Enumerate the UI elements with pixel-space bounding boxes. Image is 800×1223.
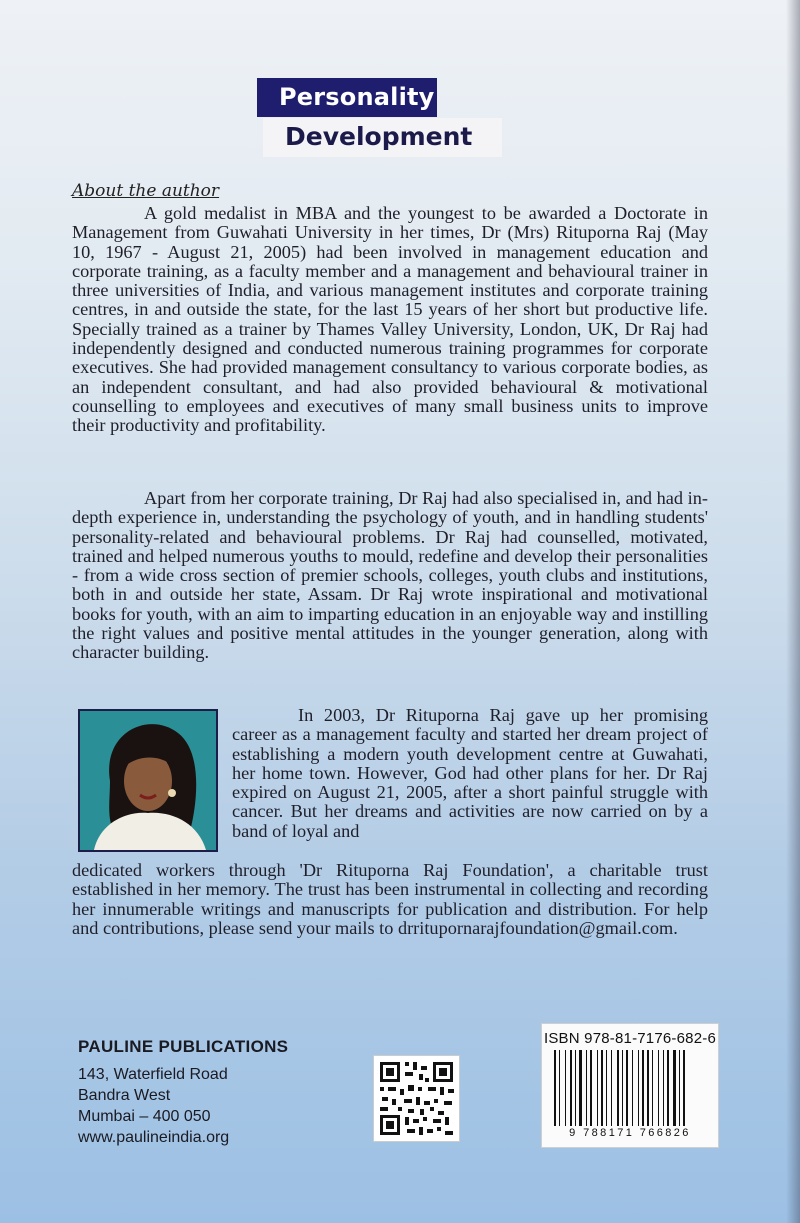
author-bio-paragraph-2 xyxy=(72,489,708,663)
barcode-bar xyxy=(652,1050,653,1126)
author-portrait xyxy=(78,709,218,852)
barcode-bar xyxy=(601,1050,603,1126)
publisher-address-3: Mumbai – 400 050 xyxy=(78,1108,211,1125)
para3-top-text: In 2003, Dr Rituporna Raj gave up her promising career as a management faculty and started her dream project of establishing a modern youth development centre at Guwahati, her home town. However, God had other plans for her. Dr Raj expired on August 21, 2005, after a short painful struggle with cancer. But her dreams and activities are now carried on by a band of loyal and xyxy=(232,705,708,841)
barcode-bar xyxy=(617,1050,619,1126)
author-bio-paragraph-3-top xyxy=(232,706,708,841)
barcode-bar xyxy=(570,1050,572,1126)
barcode-bar xyxy=(626,1050,628,1126)
publisher-name: PAULINE PUBLICATIONS xyxy=(78,1037,289,1056)
barcode-bar xyxy=(658,1050,659,1126)
isbn-barcode xyxy=(541,1023,719,1148)
barcode-bar xyxy=(579,1050,582,1126)
barcode-bar xyxy=(642,1050,644,1126)
barcode-bar xyxy=(679,1050,680,1126)
about-author-heading: About the author xyxy=(72,181,220,201)
author-bio-paragraph-3-bottom: dedicated workers through 'Dr Rituporna Raj Foundation', a charitable trust established in her memory. The trust has been instrumental in collecting and recording her innumerable writings and manuscripts for publication and distribution. For help and contributions, please send your mails to drrituporna​rajfoundation@gmail.com. xyxy=(72,860,708,938)
barcode-bar xyxy=(638,1050,639,1126)
barcode-bar xyxy=(586,1050,587,1126)
barcode-bar xyxy=(559,1050,560,1126)
barcode-bar xyxy=(597,1050,598,1126)
publisher-block xyxy=(78,1037,288,1148)
para2-text: Apart from her corporate training, Dr Raj had also specialised in, and had in-depth experience in, understanding the psychology of youth, and in handling students' personality-related and behavioural problems. Dr Raj had counselled, motivated, trained and helped numerous youths to mould, redefine and develop their personalities - from a wide cross section of premier schools, colleges, youth clubs and institutions, both in and outside her state, Assam. Dr Raj wrote inspirational and motivational books for youth, with an aim to imparting education in an enjoyable way and instilling the right values and positive mental attitudes in the younger generation, along with character building. xyxy=(72,488,708,663)
barcode-bar xyxy=(667,1050,669,1126)
barcode-bar xyxy=(590,1050,592,1126)
spine-shadow xyxy=(786,0,800,1223)
barcode-bar xyxy=(663,1050,664,1126)
barcode-bar xyxy=(554,1050,556,1126)
barcode-bar xyxy=(673,1050,676,1126)
isbn-label: ISBN 978-81-7176-682-6 xyxy=(543,1030,716,1047)
barcode-bar xyxy=(575,1050,576,1126)
barcode-bar xyxy=(632,1050,633,1126)
para1-text: A gold medalist in MBA and the youngest to be awarded a Doctorate in Management from Guwahati University in her times, Dr (Mrs) Rituporna Raj (May 10, 1967 - August 21, 2005) had been involved in management education and corporate training, as a faculty member and a management and behavioural trainer in three universities of India, and various management institutes and corporate training centres, in and outside the state, for the last 15 years of her short but productive life. Specially trained as a trainer by Thames Valley University, London, UK, Dr Raj had independently designed and conducted numerous training programmes for corporate executives. She had provided management consultancy to various corporate bodies, as an independent consultant, and had also provided behavioural & motivational counselling to employees and executives of many small business units to improve their productivity and profitability. xyxy=(72,203,708,436)
publisher-address-1: 143, Waterfield Road xyxy=(78,1066,228,1083)
publisher-website: www.paulineindia.org xyxy=(78,1129,230,1146)
publisher-address-2: Bandra West xyxy=(78,1087,171,1104)
barcode-bar xyxy=(611,1050,612,1126)
title-line-development: Development xyxy=(263,118,502,157)
barcode-bar xyxy=(683,1050,685,1126)
qr-code-icon xyxy=(373,1055,460,1142)
barcode-digits: 9 788171 766826 xyxy=(569,1127,691,1139)
book-title xyxy=(257,78,473,151)
barcode-bar xyxy=(622,1050,623,1126)
barcode-bar xyxy=(647,1050,649,1126)
title-line-personality: Personality xyxy=(257,78,437,117)
barcode-bar xyxy=(606,1050,607,1126)
author-bio-paragraph-1 xyxy=(72,204,708,436)
barcode-bar xyxy=(565,1050,566,1126)
